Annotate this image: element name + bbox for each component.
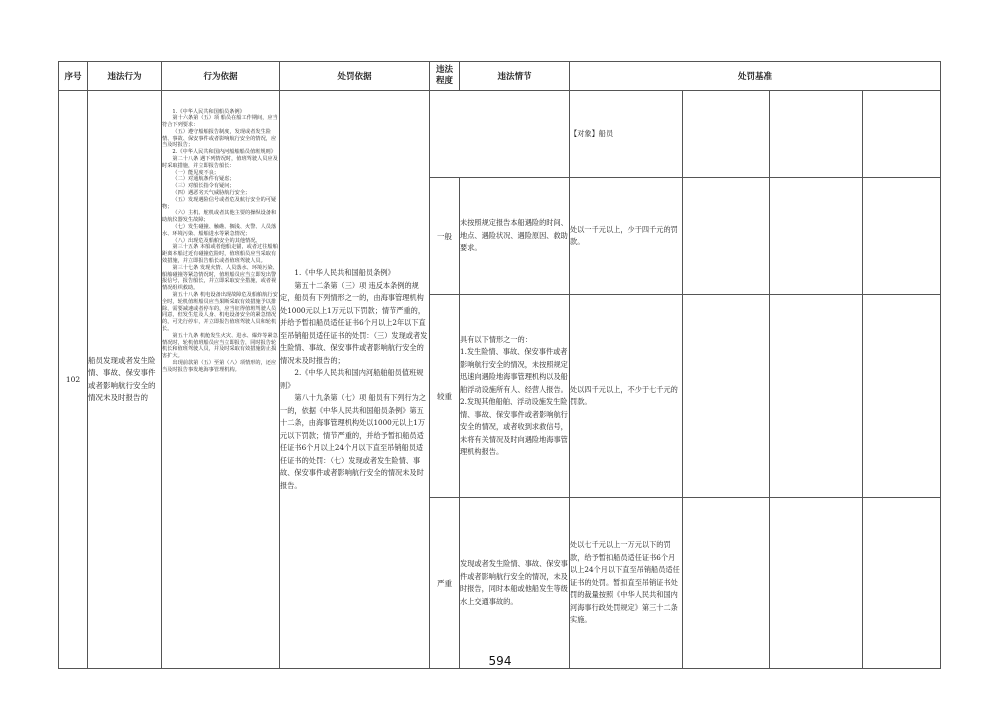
empty-cell — [683, 178, 770, 295]
header-seq: 序号 — [59, 62, 88, 91]
header-penalty-basis: 处罚依据 — [280, 62, 430, 91]
empty-cell — [770, 178, 863, 295]
standard-serious: 处以四千元以上，不少于七千元的罚款。 — [570, 295, 683, 498]
circumstance-severe: 发现或者发生险情、事故、保安事件或者影响航行安全的情况，未及时报告，同时本船或他船发生等级水上交通事故的。 — [460, 498, 570, 669]
basis-paragraph: （一）能见度不良； — [172, 169, 220, 176]
basis-paragraph: 第十六条第（五）项 船员在船工作期间，应当符合下列要求： — [162, 115, 278, 129]
header-row — [59, 62, 941, 91]
row-penalty-basis — [280, 91, 430, 669]
penalty-basis-paragraph: 第五十二条第（三）项 违反本条例的规定，船员有下列情形之一的，由海事管理机构处1000元以上1万元以下罚款；情节严重的，并给予暂扣船员适任证书6个月以上2年以下直至吊销船员适任证书的处罚：（三）发现或者发生险情、事故、保安事件或者影响航行安全的情况未及时报告的； — [280, 280, 428, 365]
empty-cell — [863, 91, 941, 178]
degree-severe: 严重 — [430, 498, 460, 669]
empty-cell — [770, 91, 863, 178]
header-act: 违法行为 — [88, 62, 162, 91]
basis-paragraph: 第二十八条 遇下列情况时，值班驾驶人员应及时采取措施，并立即报告船长： — [162, 156, 278, 169]
basis-paragraph: 第五十九条 机舱发生火灾、进水、爆炸等紧急情况时，轮机值班船员应当立即报告，同时报告轮机长和值班驾驶人员，并及时采取有效措施防止损害扩大。 — [162, 332, 278, 360]
header-degree-line1: 违法 — [435, 65, 453, 75]
empty-cell — [683, 91, 770, 178]
empty-cell — [863, 498, 941, 669]
basis-paragraph: （三）对船长指令有疑问； — [172, 183, 235, 190]
header-degree-line2: 程度 — [435, 76, 453, 86]
penalty-basis-paragraph: 第八十九条第（七）项 船员有下列行为之一的，依据《中华人民共和国船员条例》第五十二条，由海事管理机构处以1000元以上1万元以下罚款；情节严重的，并给予暂扣船员适任证书6个月以上24个月以下直至吊销船员适任证书的处罚：（七）发现或者发生险情、事故、保安事件或者影响航行安全的情况未及时报告。 — [280, 393, 427, 490]
basis-paragraph: 2.《中华人民共和国内河船舶船员值班规则》 — [172, 149, 276, 156]
penalty-basis-paragraph: 2.《中华人民共和国内河船舶船员值班规则》 — [280, 368, 424, 390]
basis-paragraph: 第三十五条 本船或者他船走锚，或者过往船舶距离本船过近有碰撞危险时，值班船员应当采取有效措施，并立即报告船长或者值班驾驶人员。 — [162, 244, 278, 265]
circumstance-serious: 具有以下情形之一的： 1.发生险情、事故、保安事件或者影响航行安全的情况，未按照规定迅速向遇险地海事管理机构以及船舶浮动设施所有人、经营人报告。 2.发现其他船舶、浮动设施发生险情、事故、保安事件或者影响航行安全的情况，或者收到求救信号，未将有关情况及时向遇险地海事管理机构报告。 — [460, 295, 570, 498]
penalty-basis-paragraph: 1.《中华人民共和国船员条例》 — [294, 268, 395, 277]
penalty-standard-table — [58, 61, 941, 669]
basis-paragraph: （五）遵守船舶报告制度，发现或者发生险情、事故、保安事件或者影响航行安全的情况，应当及时报告； — [162, 128, 277, 149]
header-degree — [430, 62, 460, 91]
object-label: 【对象】船员 — [570, 91, 683, 178]
row-seq: 102 — [59, 91, 88, 669]
degree-general: 一般 — [430, 178, 460, 295]
empty-cell — [770, 498, 863, 669]
row-basis-text — [162, 107, 279, 653]
basis-paragraph: （六）主机、舵机或者其他主要的操纵设备和助航仪器发生故障； — [162, 210, 277, 224]
empty-cell — [683, 498, 770, 669]
header-circumstance: 违法情节 — [460, 62, 570, 91]
header-standard: 处罚基准 — [570, 62, 941, 91]
basis-paragraph: 第五十八条 机电设备出现故障危及船舶航行安全时，轮机值班船员应当果断采取有效措施予以排除，需要减速或者停车的，应当征得值班驾驶人员同意，但发生危及人身、机电设备安全的紧急情况的，可先行停车，并立即报告值班驾驶人员和轮机长。 — [162, 292, 278, 332]
basis-paragraph: （五）发现遇险信号或者危及航行安全的可疑物； — [162, 196, 277, 210]
empty-cell — [683, 295, 770, 498]
basis-paragraph: 出现前款第（五）至第（八）项情形的，还应当及时报告事发地海事管理机构。 — [162, 359, 277, 373]
basis-paragraph: （二）对通航条件有疑虑； — [172, 176, 235, 183]
page-number: 594 — [488, 654, 512, 668]
object-blank-cell — [430, 91, 570, 178]
basis-paragraph: （四）遇恶劣天气威胁航行安全； — [172, 190, 251, 197]
table-row-object — [59, 91, 941, 178]
basis-paragraph: 1.《中华人民共和国船员条例》 — [172, 108, 245, 115]
basis-paragraph: （八）出现危及船舶安全的其他情况。 — [172, 237, 261, 244]
empty-cell — [863, 178, 941, 295]
empty-cell — [863, 295, 941, 498]
standard-severe: 处以七千元以上一万元以下的罚款，给予暂扣船员适任证书6个月以上24个月以下直至吊销船员适任证书的处罚。暂扣直至吊销证书处罚的裁量按照《中华人民共和国内河海事行政处罚规定》第三十二条实施。 — [570, 498, 683, 669]
standard-general: 处以一千元以上，少于四千元的罚款。 — [570, 178, 683, 295]
degree-serious: 较重 — [430, 295, 460, 498]
empty-cell — [770, 295, 863, 498]
header-basis: 行为依据 — [162, 62, 280, 91]
basis-paragraph: （七）发生碰撞、触礁、搁浅、火警、人员落水、环境污染、船舶进水等紧急情况； — [162, 224, 277, 237]
row-act: 船员发现或者发生险情、事故、保安事件或者影响航行安全的情况未及时报告的 — [88, 91, 162, 669]
row-basis — [162, 91, 280, 669]
circumstance-general: 未按照规定报告本船遇险的时间、地点、遇险状况、遇险原因、救助要求。 — [460, 178, 570, 295]
basis-paragraph: 第三十七条 发现火情、人员落水、环境污染、船舶碰撞等紧急情况时，值班船员应当立即发出警报信号，报告船长，并立即采取安全措施，或者视情况组织救助。 — [162, 264, 278, 292]
